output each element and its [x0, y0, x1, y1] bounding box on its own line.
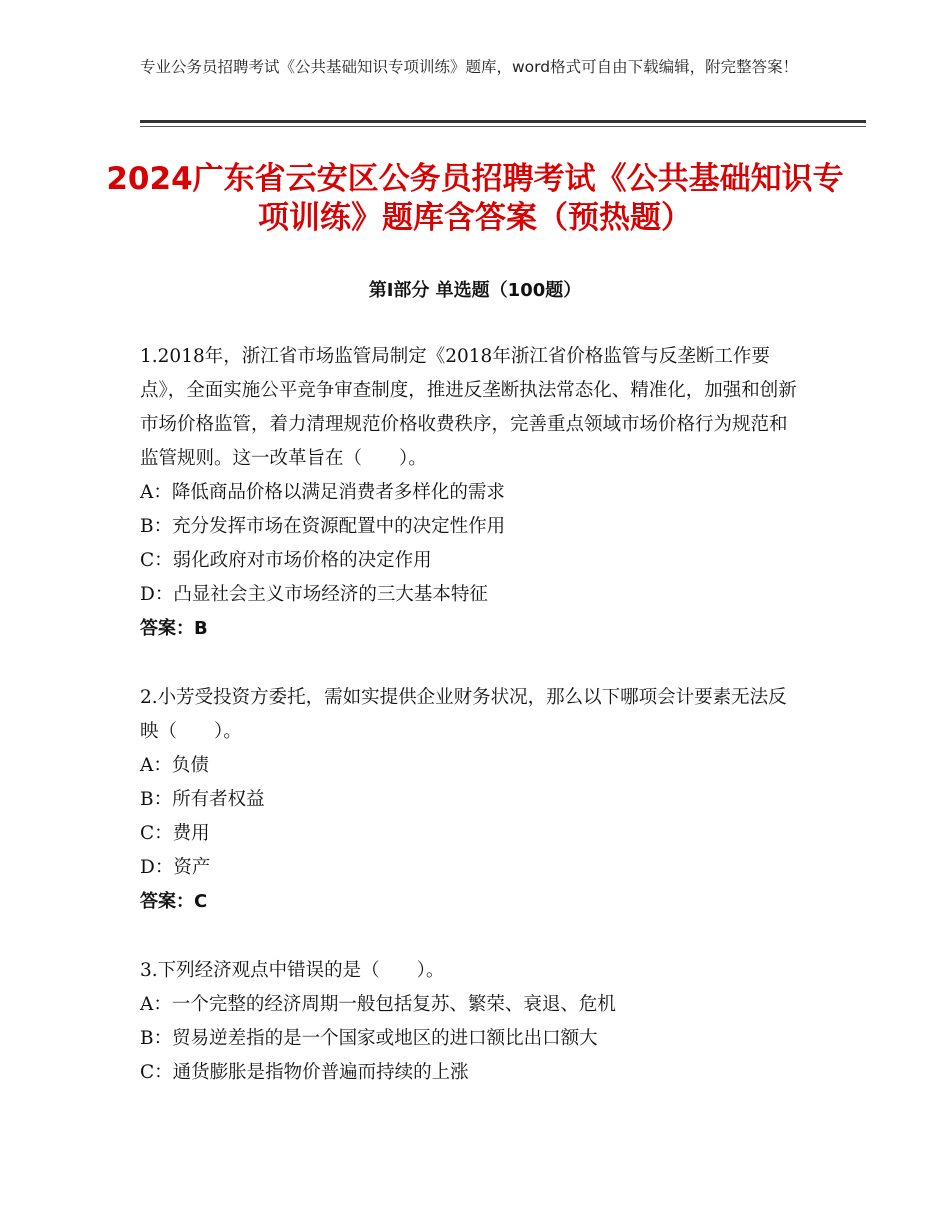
section-title: 第Ⅰ部分 单选题（100题） — [368, 280, 582, 301]
question-stem: 1.2018年，浙江省市场监管局制定《2018年浙江省价格监管与反垄断工作要点》，全面实施公平竞争审查制度，推进反垄断执法常态化、精准化，加强和创新市场价格监管，着力清理规范价格收费秩序，完善重点领域市场价格行为规范和监管规则。这一改革旨在（ ）。 — [140, 346, 797, 469]
option-d: D：资产 — [140, 857, 211, 878]
option-a: A：负债 — [140, 755, 209, 776]
header-divider-thick — [140, 120, 866, 123]
question-list — [140, 340, 805, 1125]
question-stem: 2.小芳受投资方委托，需如实提供企业财务状况，那么以下哪项会计要素无法反映（ ）。 — [140, 687, 787, 742]
option-b: B：所有者权益 — [140, 789, 265, 810]
option-c: C：弱化政府对市场价格的决定作用 — [140, 550, 432, 571]
option-b: B：贸易逆差指的是一个国家或地区的进口额比出口额大 — [140, 1028, 598, 1049]
option-b: B：充分发挥市场在资源配置中的决定性作用 — [140, 516, 506, 537]
header-divider-thin — [140, 126, 866, 127]
question-2 — [140, 681, 805, 919]
answer: 答案：C — [140, 891, 208, 912]
question-stem: 3.下列经济观点中错误的是（ ）。 — [140, 960, 445, 981]
option-a: A：降低商品价格以满足消费者多样化的需求 — [140, 482, 505, 503]
option-c: C：通货膨胀是指物价普遍而持续的上涨 — [140, 1062, 469, 1083]
option-d: D：凸显社会主义市场经济的三大基本特征 — [140, 584, 488, 605]
option-c: C：费用 — [140, 823, 210, 844]
question-3 — [140, 954, 805, 1090]
option-a: A：一个完整的经济周期一般包括复苏、繁荣、衰退、危机 — [140, 994, 616, 1015]
header-note: 专业公务员招聘考试《公共基础知识专项训练》题库，word格式可自由下载编辑，附完整答案！ — [140, 58, 799, 76]
document-title: 2024广东省云安区公务员招聘考试《公共基础知识专项训练》题库含答案（预热题） — [106, 161, 844, 236]
answer: 答案：B — [140, 618, 208, 639]
question-1 — [140, 340, 805, 646]
